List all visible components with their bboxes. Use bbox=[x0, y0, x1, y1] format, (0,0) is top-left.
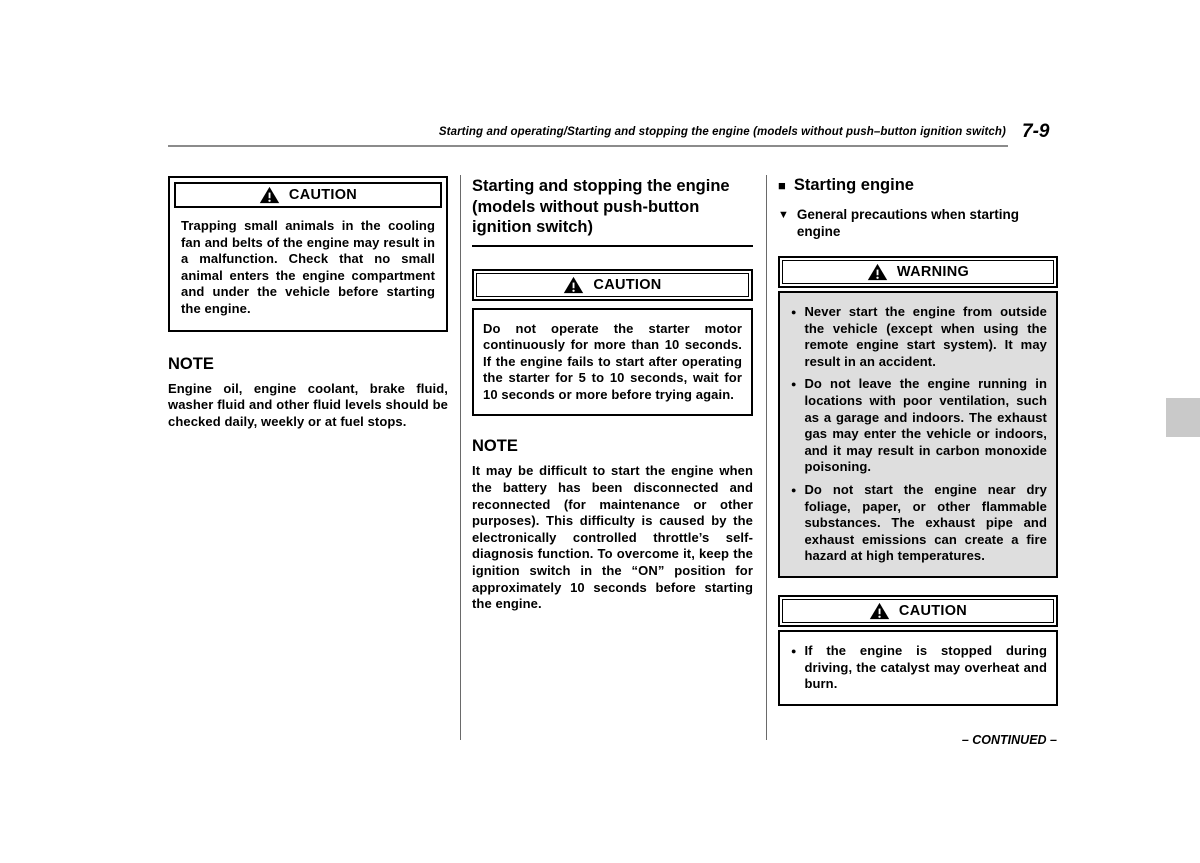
note-body-text: Engine oil, engine coolant, brake fluid, washer fluid and other fluid levels should be checked daily, weekly or at fuel stops. bbox=[168, 380, 448, 429]
column-divider bbox=[460, 175, 461, 740]
warning-item bbox=[789, 376, 1047, 476]
header-rule bbox=[168, 145, 1008, 147]
caution-label: CAUTION bbox=[288, 187, 358, 203]
right-column bbox=[778, 176, 1058, 706]
caution-box-body bbox=[778, 630, 1058, 706]
warning-item bbox=[789, 304, 1047, 370]
bullet-icon: ● bbox=[791, 379, 797, 390]
section-heading bbox=[778, 176, 1058, 195]
middle-column bbox=[472, 176, 753, 613]
warning-box-body bbox=[778, 291, 1058, 578]
subsection-heading bbox=[778, 207, 1058, 240]
bullet-icon: ● bbox=[791, 307, 797, 317]
section-heading-text: Starting engine bbox=[793, 176, 914, 194]
warning-item bbox=[789, 482, 1047, 565]
warning-triangle-icon bbox=[867, 263, 888, 281]
warning-triangle-icon bbox=[563, 276, 584, 294]
warning-triangle-icon bbox=[869, 602, 890, 620]
warning-item-text: Do not leave the engine running in locations with poor ventilation, such as a garage and indoors. The exhaust gas may enter the vehicle or indoors, and it may result in carbon monoxide poisoning. bbox=[804, 376, 1047, 475]
caution-item-text: If the engine is stopped during driving, the catalyst may overheat and burn. bbox=[804, 642, 1047, 692]
caution-box-header bbox=[472, 269, 753, 301]
caution-box-header bbox=[778, 595, 1058, 627]
column-divider bbox=[766, 175, 767, 740]
caution-item bbox=[789, 643, 1047, 693]
caution-label: CAUTION bbox=[898, 602, 968, 619]
warning-item-text: Never start the engine from outside the vehicle (except when using the remote engine start system). It may result in an accident. bbox=[804, 304, 1047, 369]
subsection-heading-text: General precautions when starting engine bbox=[796, 207, 1019, 239]
note-heading: NOTE bbox=[472, 437, 518, 456]
breadcrumb: Starting and operating/Starting and stopping the engine (models without push–button ignition switch) bbox=[438, 126, 1006, 138]
triangle-down-icon: ▼ bbox=[778, 209, 789, 221]
continued-marker: – CONTINUED – bbox=[961, 733, 1057, 747]
caution-box-body bbox=[472, 308, 753, 417]
warning-item-text: Do not start the engine near dry foliage, paper, or other flammable substances. The exhaust pipe and exhaust emissions can create a fire hazard at high temperatures. bbox=[804, 481, 1047, 564]
caution-box bbox=[168, 176, 448, 332]
warning-triangle-icon bbox=[259, 186, 280, 204]
bullet-icon: ● bbox=[791, 645, 797, 656]
warning-label: WARNING bbox=[896, 264, 970, 280]
caution-body-text: Do not operate the starter motor continuously for more than 10 seconds. If the engine fails to start after operating the starter for 5 to 10 seconds, wait for 10 seconds or more before trying again. bbox=[483, 320, 742, 402]
page-edge-tab-marker bbox=[1166, 398, 1200, 437]
bullet-icon: ● bbox=[791, 484, 797, 495]
warning-box-header bbox=[778, 256, 1058, 288]
page-number: 7-9 bbox=[1022, 121, 1050, 142]
note-heading: NOTE bbox=[168, 354, 214, 373]
left-column bbox=[168, 176, 448, 430]
caution-body-text: Trapping small animals in the cooling fan and belts of the engine may result in a malfunction. Check that no small animal enters the engine compartment and under the vehicle before starting the engine. bbox=[181, 218, 435, 316]
note-body-text: It may be difficult to start the engine when the battery has been disconnected and reconnected (for maintenance or other purposes). This difficulty is caused by the electronically controlled throttle’s self-diagnosis function. To overcome it, keep the ignition switch in the “ON” position for approximately 10 seconds before starting the engine. bbox=[472, 463, 753, 612]
section-square-icon: ■ bbox=[778, 178, 786, 193]
section-title: Starting and stopping the engine (models without push-button ignition switch) bbox=[472, 176, 753, 247]
caution-box-header bbox=[174, 182, 442, 208]
caution-label: CAUTION bbox=[593, 276, 662, 293]
